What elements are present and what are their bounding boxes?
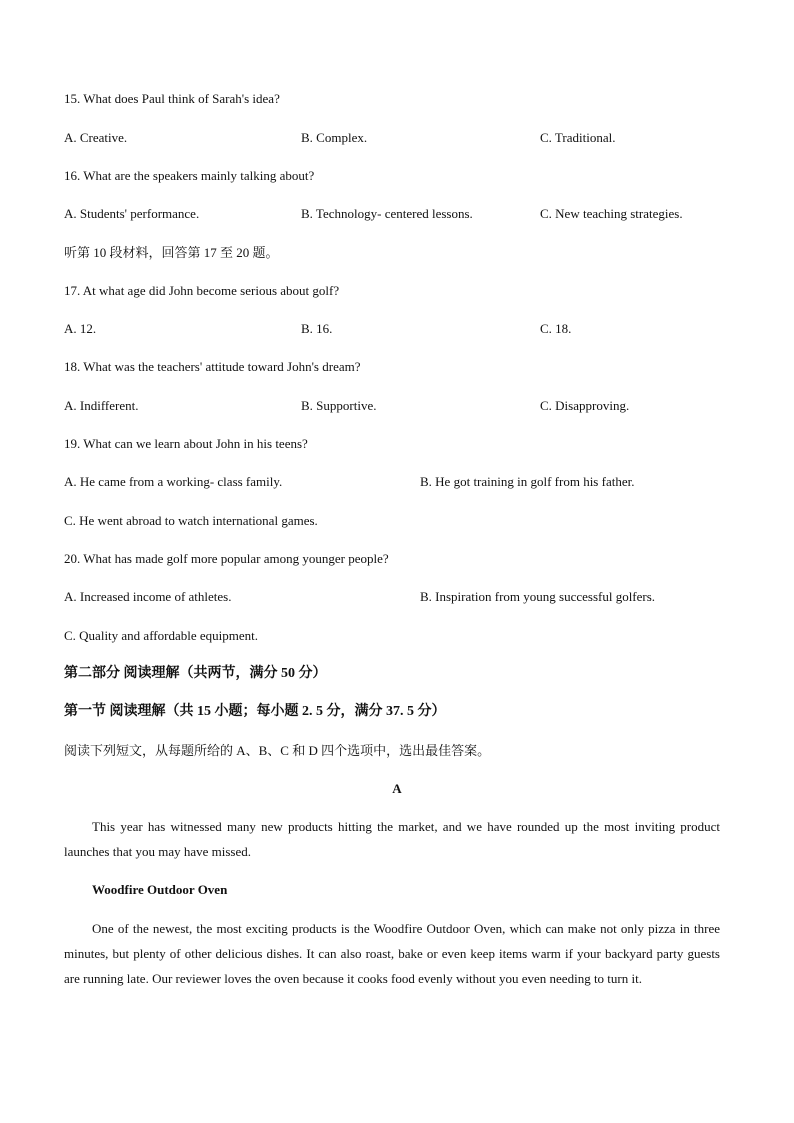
q20-option-a: A. Increased income of athletes. <box>64 589 232 604</box>
q15-option-a: A. Creative. <box>64 130 128 145</box>
question-18: 18. What was the teachers' attitude toward John's dream? <box>64 359 361 374</box>
q15-option-c: C. Traditional. <box>540 130 616 145</box>
q17-option-c: C. 18. <box>540 321 572 336</box>
question-17: 17. At what age did John become serious about golf? <box>64 283 340 298</box>
q19-option-a: A. He came from a working- class family. <box>64 474 283 489</box>
reading-instruction: 阅读下列短文，从每题所给的 A、B、C 和 D 四个选项中，选出最佳答案。 <box>64 743 491 758</box>
question-19: 19. What can we learn about John in his teens? <box>64 436 308 451</box>
intro-paragraph: This year has witnessed many new products hitting the market, and we have rounded up the most inviting product launches that you may have missed. <box>64 819 720 859</box>
q18-option-a: A. Indifferent. <box>64 398 139 413</box>
q18-option-c: C. Disapproving. <box>540 398 630 413</box>
q20-option-b: B. Inspiration from young successful golfers. <box>420 589 656 604</box>
question-16: 16. What are the speakers mainly talking about? <box>64 168 315 183</box>
product-paragraph: One of the newest, the most exciting products is the Woodfire Outdoor Oven, which can make not only pizza in three minutes, but plenty of other delicious dishes. It can also roast, bake or even keep items warm if your backyard party guests are running late. Our reviewer loves the oven because it cooks food evenly without you even needing to turn it. <box>64 921 720 986</box>
q16-option-c: C. New teaching strategies. <box>540 206 683 221</box>
q18-option-b: B. Supportive. <box>301 398 377 413</box>
q20-option-c: C. Quality and affordable equipment. <box>64 628 258 643</box>
q17-option-a: A. 12. <box>64 321 97 336</box>
listening-section-10-instruction: 听第 10 段材料，回答第 17 至 20 题。 <box>64 245 279 260</box>
question-20: 20. What has made golf more popular among younger people? <box>64 551 389 566</box>
part-2-heading: 第二部分 阅读理解（共两节，满分 50 分） <box>64 666 327 681</box>
q15-option-b: B. Complex. <box>301 130 368 145</box>
passage-letter: A <box>392 781 402 796</box>
q16-option-b: B. Technology- centered lessons. <box>301 206 473 221</box>
q19-option-b: B. He got training in golf from his father. <box>420 474 635 489</box>
section-1-heading: 第一节 阅读理解（共 15 小题；每小题 2. 5 分，满分 37. 5 分） <box>64 704 446 719</box>
q16-option-a: A. Students' performance. <box>64 206 200 221</box>
q17-option-b: B. 16. <box>301 321 333 336</box>
q19-option-c: C. He went abroad to watch international games. <box>64 513 318 528</box>
product-title: Woodfire Outdoor Oven <box>92 882 228 897</box>
question-15: 15. What does Paul think of Sarah's idea? <box>64 91 280 106</box>
